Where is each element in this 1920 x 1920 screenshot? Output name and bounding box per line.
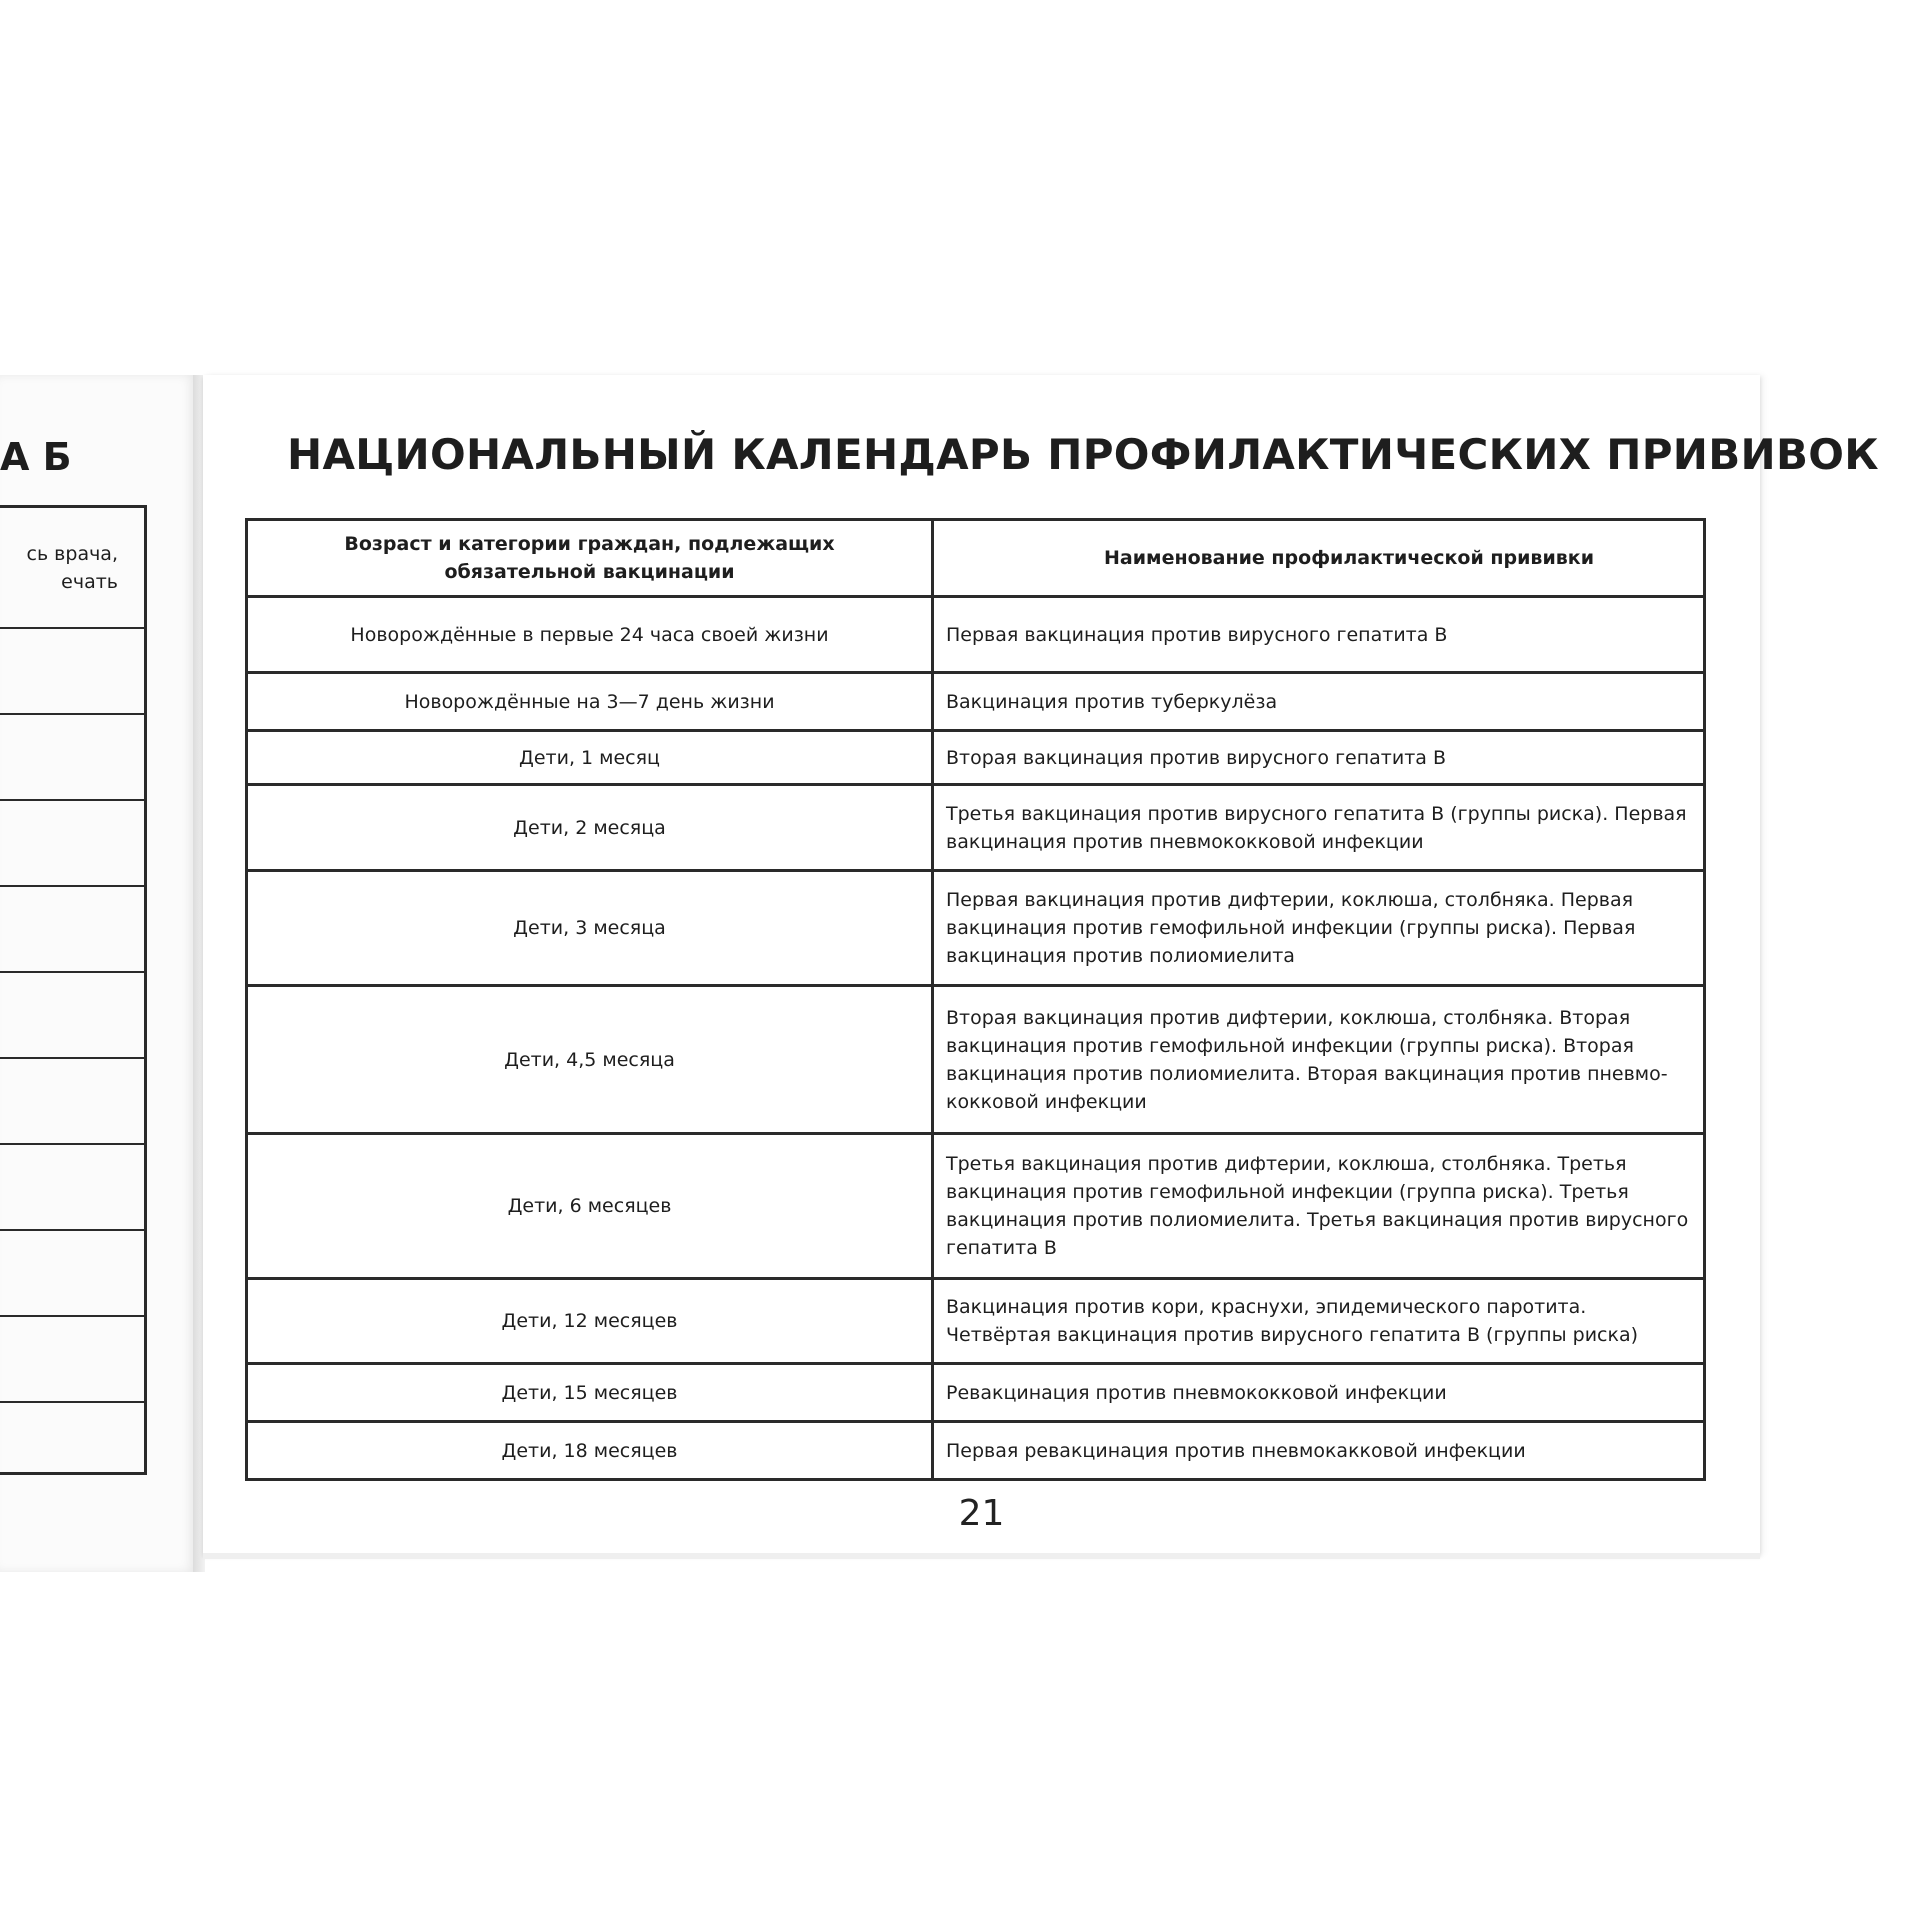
table-row [247, 673, 1705, 731]
left-page-column-header-text: сь врача, ечать [26, 543, 118, 593]
row-age: Новорождённые в первые 24 часа своей жизни [247, 597, 933, 673]
left-page-table [0, 505, 147, 1475]
left-table-row [0, 715, 144, 801]
table-row [247, 871, 1705, 986]
row-vaccination: Третья вакцинация против вирусного гепатита В (группы риска). Первая вакцинация против пневмококковой инфекции [933, 785, 1705, 871]
row-age: Дети, 12 месяцев [247, 1279, 933, 1364]
header-vaccination-name: Наименование профилактической прививки [933, 520, 1705, 597]
left-table-row [0, 1231, 144, 1317]
row-vaccination: Вторая вакцинация против дифтерии, коклюша, столбняка. Вторая вакцинация против гемофильной инфекции (группы риска). Вторая вакцинация против полиомиелита. Вторая вакцинация против пневмо-кокковой инфекции [933, 986, 1705, 1134]
row-age: Дети, 1 месяц [247, 731, 933, 785]
row-vaccination: Ревакцинация против пневмококковой инфекции [933, 1364, 1705, 1422]
left-table-row [0, 1403, 144, 1489]
left-table-row [0, 973, 144, 1059]
left-table-row [0, 887, 144, 973]
row-vaccination: Вторая вакцинация против вирусного гепатита В [933, 731, 1705, 785]
table-row [247, 1279, 1705, 1364]
row-vaccination: Первая вакцинация против вирусного гепатита В [933, 597, 1705, 673]
row-vaccination: Первая ревакцинация против пневмокакковой инфекции [933, 1422, 1705, 1480]
table-header-row [247, 520, 1705, 597]
row-vaccination: Вакцинация против туберкулёза [933, 673, 1705, 731]
left-table-row [0, 801, 144, 887]
row-age: Дети, 2 месяца [247, 785, 933, 871]
page-number: 21 [958, 1493, 1005, 1534]
vaccination-calendar-table [245, 518, 1706, 1481]
left-table-row [0, 1145, 144, 1231]
row-vaccination: Вакцинация против кори, краснухи, эпидемического паротита. Четвёртая вакцинация против вирусного гепатита В (группы риска) [933, 1279, 1705, 1364]
row-age: Дети, 18 месяцев [247, 1422, 933, 1480]
page-title: НАЦИОНАЛЬНЫЙ КАЛЕНДАРЬ ПРОФИЛАКТИЧЕСКИХ ПРИВИВОК [287, 430, 1879, 479]
row-age: Дети, 3 месяца [247, 871, 933, 986]
row-age: Новорождённые на 3—7 день жизни [247, 673, 933, 731]
row-vaccination: Третья вакцинация против дифтерии, коклюша, столбняка. Третья вакцинация против гемофильной инфекции (группа риска). Третья вакцинация против полиомиелита. Третья вакцинация против вирусного гепатита В [933, 1134, 1705, 1279]
row-age: Дети, 15 месяцев [247, 1364, 933, 1422]
row-age: Дети, 4,5 месяца [247, 986, 933, 1134]
table-row [247, 1364, 1705, 1422]
table-row [247, 986, 1705, 1134]
header-age-category: Возраст и категории граждан, подлежащих обязательной вакцинации [247, 520, 933, 597]
left-table-row [0, 629, 144, 715]
right-page [203, 375, 1879, 1555]
table-row [247, 1134, 1705, 1279]
table-row [247, 731, 1705, 785]
left-page-column-header [0, 508, 144, 629]
page-edge [203, 1553, 1760, 1559]
table-row [247, 785, 1705, 871]
row-age: Дети, 6 месяцев [247, 1134, 933, 1279]
left-table-row [0, 1317, 144, 1403]
row-vaccination: Первая вакцинация против дифтерии, коклюша, столбняка. Первая вакцинация против гемофильной инфекции (группы риска). Первая вакцинация против полиомиелита [933, 871, 1705, 986]
left-page-heading: А Б [0, 435, 72, 479]
left-table-row [0, 1059, 144, 1145]
table-row [247, 1422, 1705, 1480]
left-page [0, 375, 196, 1572]
table-row [247, 597, 1705, 673]
